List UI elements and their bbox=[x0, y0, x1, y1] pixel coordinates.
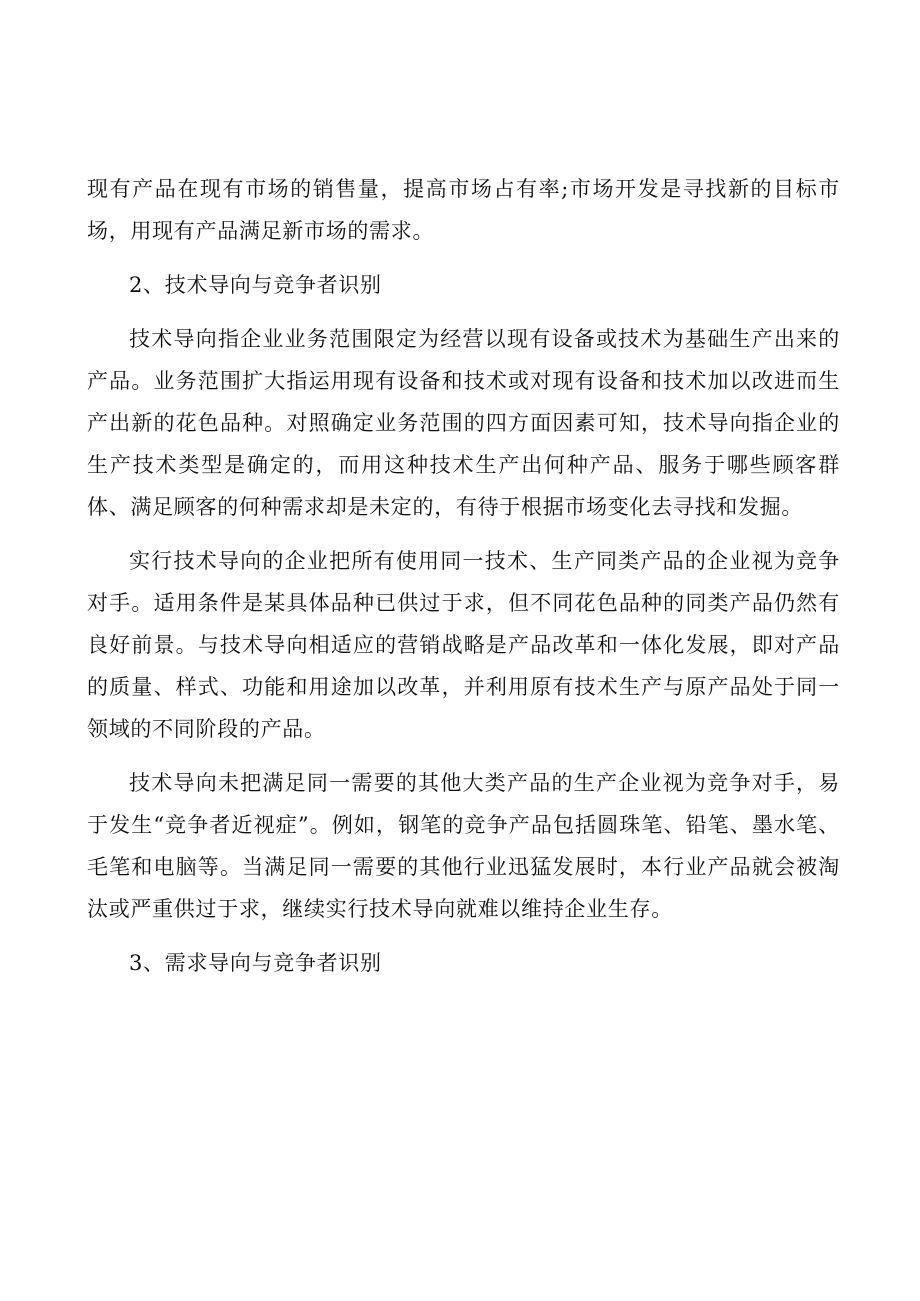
paragraph-market-development: 现有产品在现有市场的销售量，提高市场占有率;市场开发是寻找新的目标市场，用现有产品满足新市场的需求。 bbox=[87, 177, 840, 243]
paragraph-technology-orientation-definition: 技术导向指企业业务范围限定为经营以现有设备或技术为基础生产出来的产品。业务范围扩大指运用现有设备和技术或对现有设备和技术加以改进而生产出新的花色品种。对照确定业务范围的四方面因素可知，技术导向指企业的生产技术类型是确定的，而用这种技术生产出何种产品、服务于哪些顾客群体、满足顾客的何种需求却是未定的，有待于根据市场变化去寻找和发掘。 bbox=[87, 327, 840, 519]
paragraph-competitor-myopia: 技术导向未把满足同一需要的其他大类产品的生产企业视为竞争对手，易于发生“竞争者近视症”。例如，钢笔的竞争产品包括圆珠笔、铅笔、墨水笔、毛笔和电脑等。当满足同一需要的其他行业迅猛发展时，本行业产品就会被淘汰或严重供过于求，继续实行技术导向就难以维持企业生存。 bbox=[87, 771, 840, 921]
section-heading-demand-orientation: 3、需求导向与竞争者识别 bbox=[129, 951, 382, 975]
section-heading-technology-orientation: 2、技术导向与竞争者识别 bbox=[129, 273, 382, 297]
paragraph-technology-orientation-competitors: 实行技术导向的企业把所有使用同一技术、生产同类产品的企业视为竞争对手。适用条件是某具体品种已供过于求，但不同花色品种的同类产品仍然有良好前景。与技术导向相适应的营销战略是产品改革和一体化发展，即对产品的质量、样式、功能和用途加以改革，并利用原有技术生产与原产品处于同一领域的不同阶段的产品。 bbox=[87, 549, 840, 741]
document-body bbox=[87, 168, 840, 996]
